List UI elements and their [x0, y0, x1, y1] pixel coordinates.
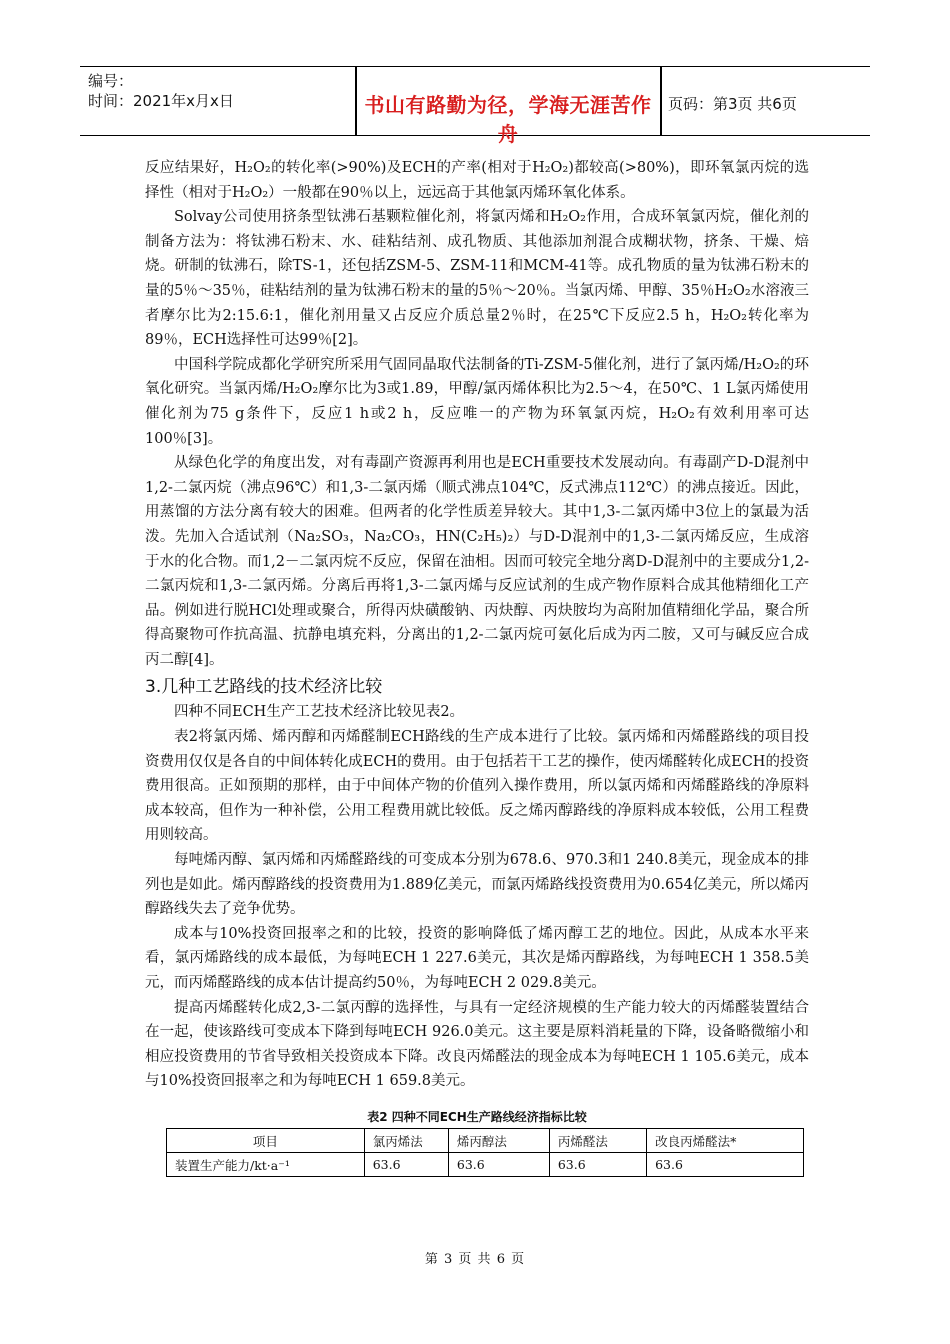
paragraph: 中国科学院成都化学研究所采用气固同晶取代法制备的Ti-ZSM-5催化剂，进行了氯丙烯/H₂O₂的环氧化研究。当氯丙烯/H₂O₂摩尔比为3或1.89，甲醇/氯丙烯体积比为2.5～4，在50℃、1 L氯丙烯使用催化剂为75 g条件下，反应1 h或2 h，反应唯一的产物为环氧氯丙烷，H₂O₂有效利用率可达100％[3]。	[145, 356, 809, 447]
table-caption: 表2 四种不同ECH生产路线经济指标比较	[367, 1110, 587, 1124]
paragraph: 提高丙烯醛转化成2,3-二氯丙醇的选择性，与具有一定经济规模的生产能力较大的丙烯醛装置结合在一起，使该路线可变成本下降到每吨ECH 926.0美元。这主要是原料消耗量的下降，设备略微缩小和相应投资费用的节省导致相关投资成本下降。改良丙烯醛法的现金成本为每吨ECH 1 105.6美元，成本与10%投资回报率之和为每吨ECH 1 659.8美元。	[145, 999, 809, 1090]
table-header-cell: 烯丙醇法	[448, 1129, 549, 1153]
table-cell: 63.6	[647, 1153, 804, 1177]
table-cell: 装置生产能力/kt·a⁻¹	[167, 1153, 365, 1177]
table-header-row	[167, 1129, 804, 1153]
table-cell: 63.6	[364, 1153, 448, 1177]
paragraph: Solvay公司使用挤条型钛沸石基颗粒催化剂，将氯丙烯和H₂O₂作用，合成环氧氯丙烷，催化剂的制备方法为：将钛沸石粉末、水、硅粘结剂、成孔物质、其他添加剂混合成糊状物，挤条、干燥、焙烧。研制的钛沸石，除TS-1，还包括ZSM-5、ZSM-11和MCM-41等。成孔物质的量为钛沸石粉末的量的5％～35％，硅粘结剂的量为钛沸石粉末的量的5％～20％。当氯丙烯、甲醇、35％H₂O₂水溶液三者摩尔比为2:15.6:1，催化剂用量又占反应介质总量2％时，在25℃下反应2.5 h，H₂O₂转化率为89％，ECH选择性可达99％[2]。	[145, 209, 809, 349]
paragraph: 四种不同ECH生产工艺技术经济比较见表2。	[174, 704, 465, 721]
table-header-cell: 氯丙烯法	[364, 1129, 448, 1153]
time-label: 时间：2021年x月x日	[88, 92, 234, 110]
comparison-table	[166, 1128, 804, 1177]
header-meta	[88, 71, 278, 111]
header-divider	[660, 67, 662, 135]
page-footer: 第 3 页 共 6 页	[424, 1252, 526, 1267]
section-heading: 3.几种工艺路线的技术经济比较	[145, 677, 383, 698]
paragraph: 成本与10%投资回报率之和的比较，投资的影响降低了烯丙醇工艺的地位。因此，从成本水平来看，氯丙烯路线的成本最低，为每吨ECH 1 227.6美元，其次是烯丙醇路线，为每吨ECH 1 358.5美元，而丙烯醛路线的成本估计提高约50％，为每吨ECH 2 029.8美元。	[145, 925, 809, 991]
body-text	[145, 156, 809, 1094]
table-header-cell: 项目	[167, 1129, 365, 1153]
number-label: 编号：	[88, 72, 134, 90]
table-header-cell: 改良丙烯醛法*	[647, 1129, 804, 1153]
page-header	[80, 66, 870, 146]
table-row	[167, 1153, 804, 1177]
table-cell: 63.6	[549, 1153, 646, 1177]
header-motto: 书山有路勤为径，学海无涯苦作舟	[364, 93, 652, 146]
table-header-cell: 丙烯醛法	[549, 1129, 646, 1153]
paragraph: 从绿色化学的角度出发，对有毒副产资源再利用也是ECH重要技术发展动向。有毒副产D-D混剂中1,2-二氯丙烷（沸点96℃）和1,3-二氯丙烯（顺式沸点104℃，反式沸点112℃）的沸点接近。因此，用蒸馏的方法分离有较大的困难。但两者的化学性质差异较大。其中1,3-二氯丙烯中3位上的氯最为活泼。先加入合适试剂（Na₂SO₃，Na₂CO₃，HN(C₂H₅)₂）与D-D混剂中的1,3-二氯丙烯反应，生成溶于水的化合物。而1,2－二氯丙烷不反应，保留在油相。因而可较完全地分离D-D混剂中的主要成分1,2-二氯丙烷和1,3-二氯丙烯。分离后再将1,3-二氯丙烯与反应试剂的生成产物作原料合成其他精细化工产品。例如进行脱HCl处理或聚合，所得丙炔磺酸钠、丙炔醇、丙炔胺均为高附加值精细化学品，聚合所得高聚物可作抗高温、抗静电填充料，分离出的1,2-二氯丙烷可氨化后成为丙二胺，又可与碱反应合成丙二醇[4]。	[145, 455, 809, 668]
table-cell: 63.6	[448, 1153, 549, 1177]
header-page-number: 页码：第3页 共6页	[668, 95, 797, 113]
paragraph: 每吨烯丙醇、氯丙烯和丙烯醛路线的可变成本分别为678.6、970.3和1 240.8美元，现金成本的排列也是如此。烯丙醇路线的投资费用为1.889亿美元，而氯丙烯路线投资费用为0.654亿美元，所以烯丙醇路线失去了竞争优势。	[145, 852, 809, 918]
paragraph: 表2将氯丙烯、烯丙醇和丙烯醛制ECH路线的生产成本进行了比较。氯丙烯和丙烯醛路线的项目投资费用仅仅是各自的中间体转化成ECH的费用。由于包括若干工艺的操作，使丙烯醛转化成ECH的投资费用很高。正如预期的那样，由于中间体产物的价值列入操作费用，所以氯丙烯和丙烯醛路线的净原料成本较高，但作为一种补偿，公用工程费用就比较低。反之烯丙醇路线的净原料成本较低，公用工程费用则较高。	[145, 729, 809, 844]
paragraph: 反应结果好，H₂O₂的转化率(>90%)及ECH的产率(相对于H₂O₂)都较高(>80%)，即环氧氯丙烷的选择性（相对于H₂O₂）一般都在90％以上，远远高于其他氯丙烯环氧化体系。	[145, 160, 809, 201]
